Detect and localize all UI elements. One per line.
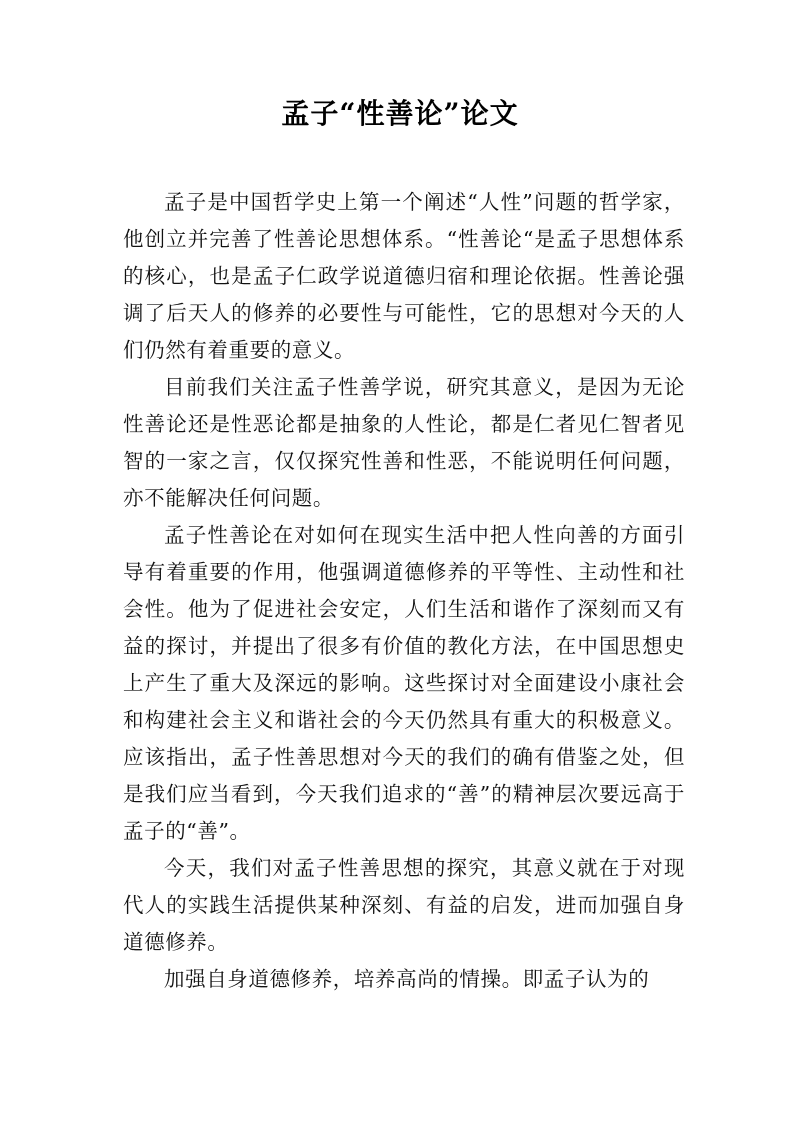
paragraph: 孟子是中国哲学史上第一个阐述“人性”问题的哲学家，他创立并完善了性善论思想体系。“性善论“是孟子思想体系的核心，也是孟子仁政学说道德归宿和理论依据。性善论强调了后天人的修养的必要性与可能性，它的思想对今天的人们仍然有着重要的意义。	[123, 190, 685, 362]
paragraph: 今天，我们对孟子性善思想的探究，其意义就在于对现代人的实践生活提供某种深刻、有益的启发，进而加强自身道德修养。	[123, 856, 685, 954]
document-title: 孟子“性善论”论文	[281, 97, 519, 130]
paragraph: 加强自身道德修养，培养高尚的情操。即孟子认为的	[164, 967, 650, 991]
paragraph: 孟子性善论在对如何在现实生活中把人性向善的方面引导有着重要的作用，他强调道德修养的平等性、主动性和社会性。他为了促进社会安定，人们生活和谐作了深刻而又有益的探讨，并提出了很多有价值的教化方法，在中国思想史上产生了重大及深远的影响。这些探讨对全面建设小康社会和构建社会主义和谐社会的今天仍然具有重大的积极意义。应该指出，孟子性善思想对今天的我们的确有借鉴之处，但是我们应当看到，今天我们追求的“善”的精神层次要远高于孟子的“善”。	[123, 523, 685, 843]
document-body	[123, 184, 685, 998]
paragraph: 目前我们关注孟子性善学说，研究其意义，是因为无论性善论还是性恶论都是抽象的人性论，都是仁者见仁智者见智的一家之言，仅仅探究性善和性恶，不能说明任何问题，亦不能解决任何问题。	[123, 375, 685, 510]
